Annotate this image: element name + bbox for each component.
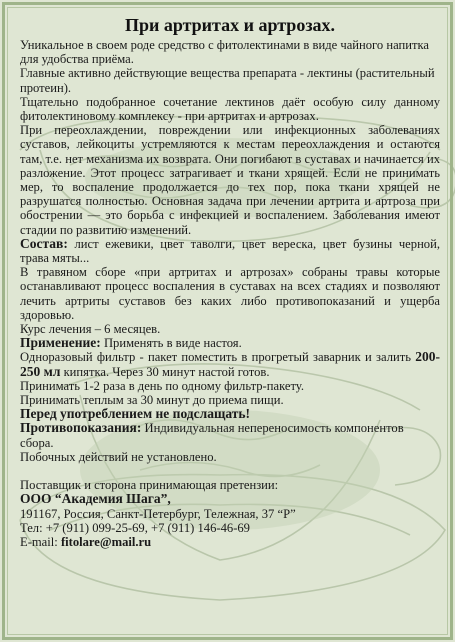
email-link[interactable]: fitolare@mail.ru <box>60 534 152 549</box>
filter-paragraph <box>20 350 440 378</box>
composition-text: лист ежевики, цвет таволги, цвет вереска, цвет бузины черной, трава мяты... <box>20 236 440 266</box>
usage-text: Применять в виде настоя. <box>103 336 242 351</box>
supplier-intro: Поставщик и сторона принимающая претензии: <box>20 478 279 493</box>
warm-line: Принимать теплым за 30 минут до приема пищи. <box>20 393 284 408</box>
contraindications-label: Противопоказания: <box>20 420 142 436</box>
filter-text-2: кипятка. Через 30 минут настой готов. <box>63 364 270 379</box>
active-ingredients-paragraph: Главные активно действующие вещества препарата - лектины (растительный протеин). <box>20 66 435 95</box>
selection-paragraph: Тщательно подобранное сочетание лектинов даёт особую силу данному фитолектиновому комплексу - при артритах и артрозах. <box>20 94 440 124</box>
composition-label: Состав: <box>20 235 68 251</box>
email-label: E-mail: <box>20 534 58 549</box>
page-title: При артритах и артрозах. <box>124 15 336 35</box>
usage-label: Применение: <box>20 335 101 351</box>
spacer <box>20 464 440 478</box>
dosage-line: Принимать 1-2 раза в день по одному фильтр-пакету. <box>20 378 304 393</box>
side-effects-line: Побочных действий не установлено. <box>20 449 217 464</box>
supplier-address: 191167, Россия, Санкт-Петербург, Тележная, 37 “Р” <box>20 506 296 521</box>
supplier-phone: Тел: +7 (911) 099-25-69, +7 (911) 146-46-69 <box>20 520 250 535</box>
contraindications-text: Индивидуальная непереносимость компонентов сбора. <box>20 421 404 450</box>
herbs-paragraph: В травяном сборе «при артритах и артрозах» собраны травы которые останавливают процесс воспаления в суставах на всех стадиях и позволяют лечить артриты суставов без каких либо противопоказаний и ущерба здоровью. <box>20 265 440 322</box>
composition-paragraph <box>20 237 440 265</box>
filter-amount: 200-250 мл <box>20 349 440 379</box>
mechanism-paragraph: При переохлаждении, повреждении или инфекционных заболеваниях суставов, лейкоциты устремляются к местам переохлаждения и остаются там, т.е. нет механизма их возврата. Они погибают в суставах и начинается их разложение. Этот процесс затрагивает и ткани хрящей. Если не принимать мер, то воспаление продолжается до тех пор, пока ткани хрящей не разрушатся полностью. Основная задача при лечении артрита и артроза при обострении — это борьба с инфекцией и воспалением. Заболевания имеют стадии по развитию изменений. <box>20 123 440 237</box>
supplier-email-line <box>20 535 440 549</box>
contraindications-paragraph <box>20 421 440 449</box>
label-text <box>20 14 440 549</box>
no-sweeten-warning: Перед употреблением не подслащать! <box>20 406 251 422</box>
supplier-company: ООО “Академия Шага”, <box>20 491 171 507</box>
course-line: Курс лечения – 6 месяцев. <box>20 322 161 337</box>
usage-paragraph <box>20 336 440 350</box>
filter-text-1: Одноразовый фильтр - пакет поместить в прогретый заварник и залить <box>20 350 411 365</box>
intro-paragraph: Уникальное в своем роде средство с фитолектинами в виде чайного напитка для удобства приёма. <box>20 38 430 67</box>
